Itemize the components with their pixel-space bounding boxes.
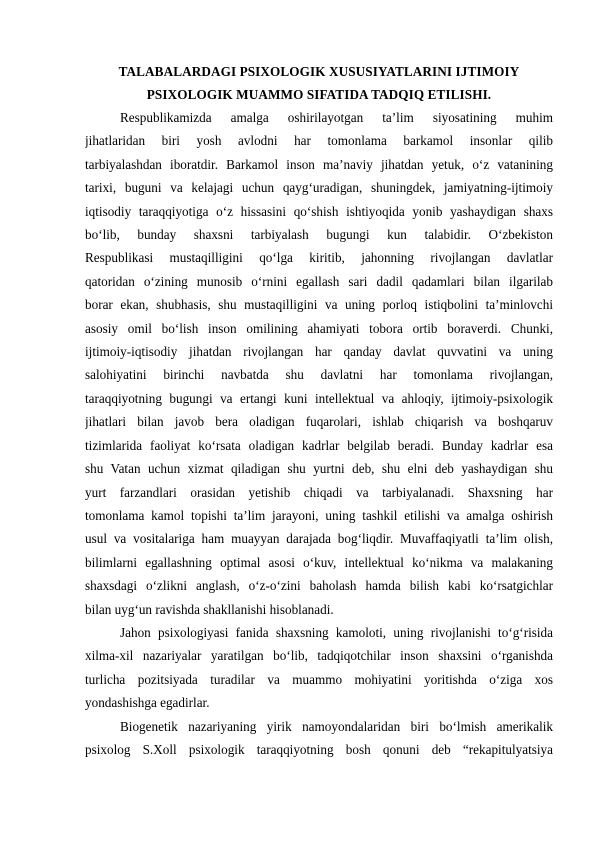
document-title <box>85 60 553 106</box>
paragraph-3 <box>85 715 553 762</box>
document-page <box>85 60 553 761</box>
text-line: usul va vositalariga ham muayyan darajada bog‘liqdir. Muvaffaqiyatli ta’lim olish, <box>85 531 553 547</box>
text-line: shaxsdagi o‘zlikni anglash, o‘z-o‘zini baholash hamda bilish kabi ko‘rsatgichlar <box>85 578 553 594</box>
text-line: xilma-xil nazariyalar yaratilgan bo‘lib, tadqiqotchilar inson shaxsini o‘rganishda <box>85 648 553 664</box>
text-line: taraqqiyotning bugungi va ertangi kuni intellektual va ahloqiy, ijtimoiy-psixologik <box>85 390 553 406</box>
text-line: bo‘lib, bunday shaxsni tarbiyalash bugungi kun talabidir. O‘zbekiston <box>85 227 553 243</box>
text-line: asosiy omil bo‘lish inson omilining ahamiyati tobora ortib boraverdi. Chunki, <box>85 320 553 336</box>
text-line: salohiyatini birinchi navbatda shu davlatni har tomonlama rivojlangan, <box>85 367 553 383</box>
text-line: yondashishga egadirlar. <box>85 695 210 711</box>
text-line: tizimlarida faoliyat ko‘rsata oladigan kadrlar belgilab beradi. Bunday kadrlar esa <box>85 437 553 453</box>
text-line: tarbiyalashdan iboratdir. Barkamol inson ma’naviy jihatdan yetuk, o‘z vatanining <box>85 156 553 172</box>
text-line: borar ekan, shubhasis, shu mustaqilligini va uning porloq istiqbolini ta’minlovchi <box>85 297 553 313</box>
text-line: yurt farzandlari orasidan yetishib chiqadi va tarbiyalanadi. Shaxsning har <box>85 484 553 500</box>
paragraph-2 <box>85 621 553 715</box>
paragraph-1 <box>85 106 553 621</box>
text-line: shu Vatan uchun xizmat qiladigan shu yurtni deb, shu elni deb yashaydigan shu <box>85 461 553 477</box>
text-line: ijtimoiy-iqtisodiy jihatdan rivojlangan har qanday davlat quvvatini va uning <box>85 344 553 360</box>
title-line: PSIXOLOGIK MUAMMO SIFATIDA TADQIQ ETILISHI. <box>146 87 492 102</box>
text-line: tarixi, buguni va kelajagi uchun qayg‘uradigan, shuningdek, jamiyatning-ijtimoiy <box>85 180 553 196</box>
text-line: bilimlarni egallashning optimal asosi o‘kuv, intellektual ko‘nikma va malakaning <box>85 554 553 570</box>
text-line: Jahon psixologiyasi fanida shaxsning kamoloti, uning rivojlanishi to‘g‘risida <box>120 624 553 640</box>
title-line: TALABALARDAGI PSIXOLOGIK XUSUSIYATLARINI IJTIMOIY <box>118 64 520 79</box>
text-line: iqtisodiy taraqqiyotiga o‘z hissasini qo‘shish ishtiyoqida yonib yashaydigan shaxs <box>85 203 553 219</box>
text-line: psixolog S.Xoll psixologik taraqqiyotning bosh qonuni deb “rekapitulyatsiya <box>85 741 553 757</box>
text-line: Respublikamizda amalga oshirilayotgan ta’lim siyosatining muhim <box>120 110 553 125</box>
text-line: Respublikasi mustaqilligini qo‘lga kiritib, jahonning rivojlangan davlatlar <box>85 250 553 266</box>
text-line: bilan uyg‘un ravishda shakllanishi hisoblanadi. <box>85 601 334 617</box>
text-line: jihatlaridan biri yosh avlodni har tomonlama barkamol insonlar qilib <box>85 133 553 149</box>
text-line: tomonlama kamol topishi ta’lim jarayoni, uning tashkil etilishi va amalga oshirish <box>85 507 553 523</box>
text-line: turlicha pozitsiyada turadilar va muammo mohiyatini yoritishda o‘ziga xos <box>85 671 553 687</box>
text-line: jihatlari bilan javob bera oladigan fuqarolari, ishlab chiqarish va boshqaruv <box>85 414 553 430</box>
text-line: qatoridan o‘zining munosib o‘rnini egallash sari dadil qadamlari bilan ilgarilab <box>85 273 553 289</box>
text-line: Biogenetik nazariyaning yirik namoyondalaridan biri bo‘lmish amerikalik <box>120 718 553 734</box>
